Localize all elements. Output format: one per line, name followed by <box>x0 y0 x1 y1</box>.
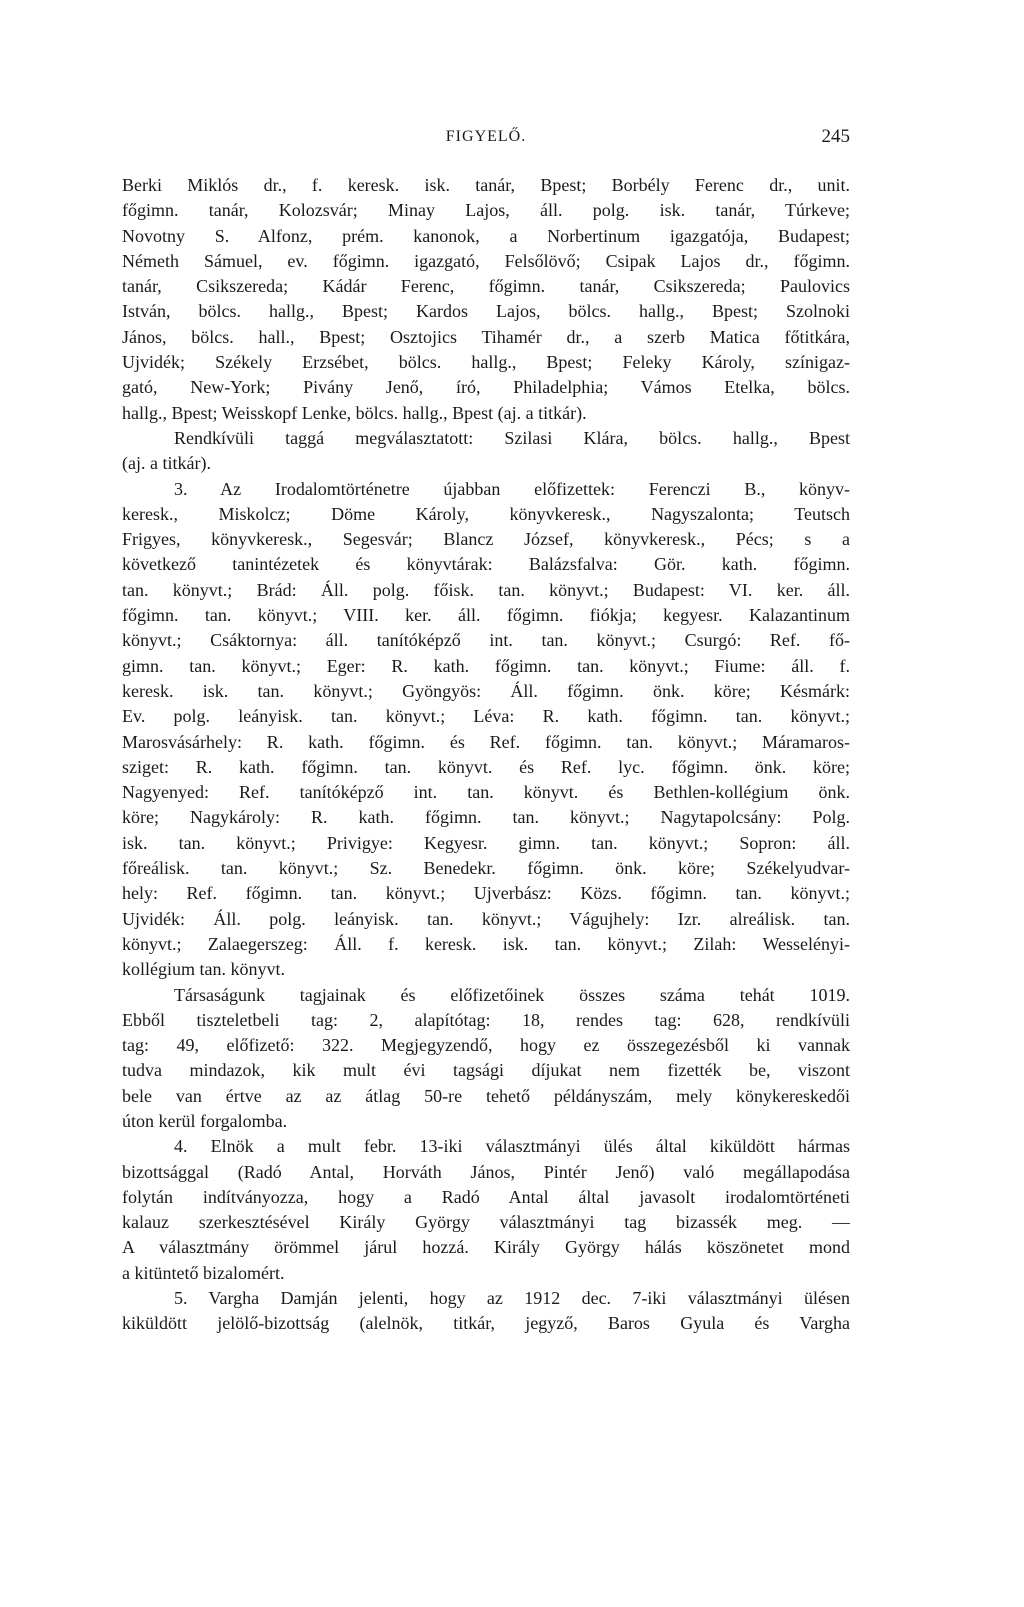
text-line: sziget: R. kath. főgimn. tan. könyvt. és Ref. lyc. főgimn. önk. köre; <box>122 756 850 777</box>
text-line: isk. tan. könyvt.; Privigye: Kegyesr. gimn. tan. könyvt.; Sopron: áll. <box>122 832 850 853</box>
text-line: kalauz szerkesztésével Király György választmányi tag bizassék meg. — <box>122 1212 850 1233</box>
text-line: keresk. isk. tan. könyvt.; Gyöngyös: Áll. főgimn. önk. köre; Késmárk: <box>122 680 850 701</box>
text-line: könyvt.; Csáktornya: áll. tanítóképző int. tan. könyvt.; Csurgó: Ref. fő- <box>122 630 850 651</box>
text-line: Rendkívüli taggá megválasztatott: Szilasi Klára, bölcs. hallg., Bpest <box>174 427 850 448</box>
text-line: úton kerül forgalomba. <box>122 1110 288 1131</box>
text-line: Nagyenyed: Ref. tanítóképző int. tan. könyvt. és Bethlen-kollégium önk. <box>122 782 850 803</box>
text-line: (aj. a titkár). <box>122 453 211 474</box>
text-line: kollégium tan. könyvt. <box>122 959 285 980</box>
text-line: a kitüntető bizalomért. <box>122 1262 285 1283</box>
text-line: főgimn. tanár, Kolozsvár; Minay Lajos, áll. polg. isk. tanár, Túrkeve; <box>122 200 850 221</box>
page-number: 245 <box>821 126 850 147</box>
text-line: Ebből tiszteletbeli tag: 2, alapítótag: 18, rendes tag: 628, rendkívüli <box>122 1009 850 1030</box>
text-line: Novotny S. Alfonz, prém. kanonok, a Norbertinum igazgatója, Budapest; <box>122 225 850 246</box>
text-line: főreálisk. tan. könyvt.; Sz. Benedekr. főgimn. önk. köre; Székelyudvar- <box>122 858 850 879</box>
text-line: 5. Vargha Damján jelenti, hogy az 1912 dec. 7-iki választmányi ülésen <box>174 1288 850 1309</box>
text-line: bele van értve az az átlag 50-re tehető példányszám, mely könykereskedői <box>122 1085 850 1106</box>
text-line: tag: 49, előfizető: 322. Megjegyzendő, hogy ez összegezésből ki vannak <box>122 1035 850 1056</box>
text-line: Társaságunk tagjainak és előfizetőinek összes száma tehát 1019. <box>174 984 850 1005</box>
text-line: tudva mindazok, kik mult évi tagsági díjukat nem fizették be, viszont <box>122 1060 850 1081</box>
text-line: folytán indítványozza, hogy a Radó Antal által javasolt irodalomtörténeti <box>122 1186 850 1207</box>
text-line: kiküldött jelölő-bizottság (alelnök, titkár, jegyző, Baros Gyula és Vargha <box>122 1313 850 1334</box>
text-line: köre; Nagykároly: R. kath. főgimn. tan. könyvt.; Nagytapolcsány: Polg. <box>122 807 850 828</box>
body-text <box>122 173 850 1337</box>
text-line: János, bölcs. hall., Bpest; Osztojics Tihamér dr., a szerb Matica főtitkára, <box>122 326 850 347</box>
text-line: István, bölcs. hallg., Bpest; Kardos Lajos, bölcs. hallg., Bpest; Szolnoki <box>122 301 850 322</box>
text-line: Németh Sámuel, ev. főgimn. igazgató, Felsőlövő; Csipak Lajos dr., főgimn. <box>122 250 850 271</box>
text-line: Frigyes, könyvkeresk., Segesvár; Blancz József, könyvkeresk., Pécs; s a <box>122 529 850 550</box>
text-line: keresk., Miskolcz; Döme Károly, könyvkeresk., Nagyszalonta; Teutsch <box>122 503 850 524</box>
text-line: tanár, Csikszereda; Kádár Ferenc, főgimn. tanár, Csikszereda; Paulovics <box>122 276 850 297</box>
text-line: könyvt.; Zalaegerszeg: Áll. f. keresk. isk. tan. könyvt.; Zilah: Wesselényi- <box>122 933 850 954</box>
text-line: hallg., Bpest; Weisskopf Lenke, bölcs. hallg., Bpest (aj. a titkár). <box>122 402 587 423</box>
running-header <box>122 128 850 152</box>
text-line: 3. Az Irodalomtörténetre újabban előfizettek: Ferenczi B., könyv- <box>174 478 850 499</box>
text-line: Ujvidék; Székely Erzsébet, bölcs. hallg., Bpest; Feleky Károly, színigaz- <box>122 352 850 373</box>
text-line: tan. könyvt.; Brád: Áll. polg. főisk. tan. könyvt.; Budapest: VI. ker. áll. <box>122 579 850 600</box>
text-line: Marosvásárhely: R. kath. főgimn. és Ref. főgimn. tan. könyvt.; Máramaros- <box>122 731 850 752</box>
text-line: hely: Ref. főgimn. tan. könyvt.; Ujverbász: Közs. főgimn. tan. könyvt.; <box>122 883 850 904</box>
text-line: Ujvidék: Áll. polg. leányisk. tan. könyvt.; Vágujhely: Izr. alreálisk. tan. <box>122 908 850 929</box>
text-line: 4. Elnök a mult febr. 13-iki választmányi ülés által kiküldött hármas <box>174 1136 850 1157</box>
text-line: főgimn. tan. könyvt.; VIII. ker. áll. főgimn. fiókja; kegyesr. Kalazantinum <box>122 605 850 626</box>
text-line: Ev. polg. leányisk. tan. könyvt.; Léva: R. kath. főgimn. tan. könyvt.; <box>122 706 850 727</box>
text-line: következő tanintézetek és könyvtárak: Balázsfalva: Gör. kath. főgimn. <box>122 554 850 575</box>
text-line: gató, New-York; Pivány Jenő, író, Philadelphia; Vámos Etelka, bölcs. <box>122 377 850 398</box>
header-title: FIGYELŐ. <box>445 128 527 145</box>
text-line: gimn. tan. könyvt.; Eger: R. kath. főgimn. tan. könyvt.; Fiume: áll. f. <box>122 655 850 676</box>
text-line: Berki Miklós dr., f. keresk. isk. tanár, Bpest; Borbély Ferenc dr., unit. <box>122 175 850 195</box>
text-line: bizottsággal (Radó Antal, Horváth János, Pintér Jenő) való megállapodása <box>122 1161 850 1182</box>
text-line: A választmány örömmel járul hozzá. Király György hálás köszönetet mond <box>122 1237 850 1258</box>
